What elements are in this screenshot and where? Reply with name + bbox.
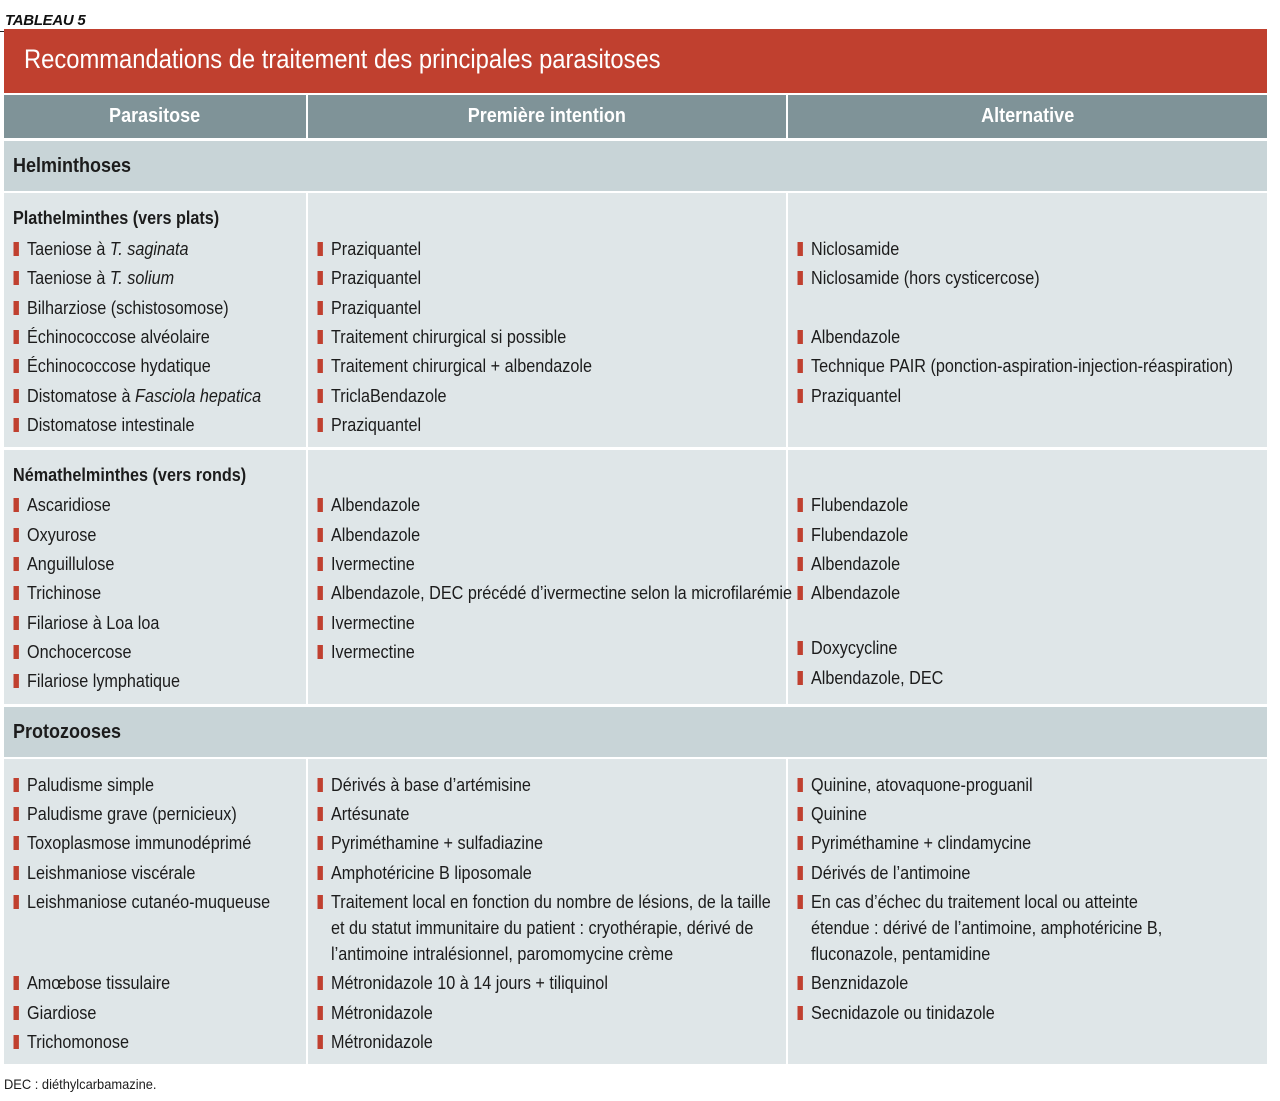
plat2-item bbox=[331, 297, 421, 319]
proto2-item-text: Métronidazole bbox=[331, 1003, 433, 1023]
proto2-item bbox=[331, 803, 409, 825]
header-alternative-label: Alternative bbox=[980, 105, 1075, 127]
plat2-item bbox=[331, 238, 421, 260]
plat3-item-text: Niclosamide (hors cysticercose) bbox=[811, 268, 1040, 288]
plat3-item bbox=[811, 326, 900, 348]
plat2-item-text: Praziquantel bbox=[331, 239, 422, 259]
nema2-item-text: Albendazole, DEC précédé d’ivermectine selon la microfilarémie bbox=[331, 583, 793, 603]
plat2-item-text: TriclaBendazole bbox=[331, 386, 447, 406]
proto2-item bbox=[331, 891, 771, 913]
plat1-item-text: Échinococcose alvéolaire bbox=[27, 327, 210, 347]
nemathelminthes-col1 bbox=[4, 450, 306, 704]
plat2-item bbox=[331, 355, 592, 377]
proto3-item-text: Secnidazole ou tinidazole bbox=[811, 1003, 995, 1023]
plat3-item bbox=[811, 385, 901, 407]
plat1-item bbox=[27, 297, 229, 319]
nema3-item bbox=[811, 524, 908, 546]
nema1-item-text: Onchocercose bbox=[27, 642, 132, 662]
plat1-item-italic: T. solium bbox=[109, 268, 175, 288]
plat1-item-text: Bilharziose (schistosomose) bbox=[27, 298, 229, 318]
nemathelminthes-label: Némathelminthes (vers ronds) bbox=[13, 465, 247, 485]
proto2-item bbox=[331, 943, 673, 965]
plathelminthes-col2 bbox=[308, 193, 786, 447]
nema2-item-text: Albendazole bbox=[331, 495, 421, 515]
nema1-item bbox=[27, 641, 131, 663]
section-protozooses-label: Protozooses bbox=[13, 721, 122, 743]
plathelminthes-col1 bbox=[4, 193, 306, 447]
header-parasitose-label: Parasitose bbox=[109, 105, 201, 127]
proto1-item-text: Leishmaniose cutanéo-muqueuse bbox=[27, 892, 271, 912]
proto1-item bbox=[27, 1031, 129, 1053]
plat3-item bbox=[811, 267, 1040, 289]
nema2-item bbox=[331, 582, 792, 604]
nema1-item bbox=[27, 612, 159, 634]
plat3-item-text: Technique PAIR (ponction-aspiration-injection-réaspiration) bbox=[811, 356, 1234, 376]
plat2-item bbox=[331, 414, 421, 436]
proto1-item bbox=[27, 832, 251, 854]
proto2-item-text: l’antimoine intralésionnel, paromomycine crème bbox=[331, 944, 674, 964]
header-parasitose bbox=[4, 95, 306, 138]
proto3-item-text: Quinine bbox=[811, 804, 867, 824]
plat1-item-text: Taeniose à bbox=[27, 239, 110, 259]
plat1-item-italic: Fasciola hepatica bbox=[135, 386, 262, 406]
table-tag: TABLEAU 5 bbox=[5, 12, 86, 29]
proto1-item-text: Giardiose bbox=[27, 1003, 97, 1023]
proto3-item-text: Benznidazole bbox=[811, 973, 909, 993]
proto2-item bbox=[331, 1031, 433, 1053]
nema2-item bbox=[331, 494, 420, 516]
proto2-item-text: Amphotéricine B liposomale bbox=[331, 863, 532, 883]
proto3-item bbox=[811, 891, 1138, 913]
nema1-item bbox=[27, 582, 101, 604]
nema2-item bbox=[331, 553, 415, 575]
plat1-item bbox=[27, 267, 174, 289]
nema2-item bbox=[331, 641, 415, 663]
nema3-item-text: Albendazole bbox=[811, 554, 901, 574]
plat1-item bbox=[27, 326, 210, 348]
nema3-item-text: Flubendazole bbox=[811, 525, 909, 545]
proto2-item-text: Artésunate bbox=[331, 804, 410, 824]
plat3-item bbox=[811, 238, 899, 260]
plathelminthes-col3 bbox=[788, 193, 1267, 447]
nema3-item bbox=[811, 637, 897, 659]
plat1-item bbox=[27, 355, 211, 377]
proto2-item-text: Métronidazole 10 à 14 jours + tiliquinol bbox=[331, 973, 608, 993]
nema3-item-text: Flubendazole bbox=[811, 495, 909, 515]
plat2-item bbox=[331, 326, 566, 348]
nema3-item bbox=[811, 667, 943, 689]
proto3-item bbox=[811, 774, 1033, 796]
nema1-item bbox=[27, 670, 180, 692]
proto2-item-text: Dérivés à base d’artémisine bbox=[331, 775, 531, 795]
plat3-item-text: Albendazole bbox=[811, 327, 901, 347]
nema2-item-text: Albendazole bbox=[331, 525, 421, 545]
proto3-item bbox=[811, 832, 1031, 854]
nema1-item-text: Filariose à Loa loa bbox=[27, 613, 160, 633]
proto2-item bbox=[331, 917, 753, 939]
proto3-item bbox=[811, 862, 970, 884]
header-premiere-label: Première intention bbox=[467, 105, 627, 127]
plat1-item-text: Distomatose à bbox=[27, 386, 136, 406]
nema2-item bbox=[331, 612, 415, 634]
proto2-item bbox=[331, 862, 532, 884]
proto1-item bbox=[27, 1002, 96, 1024]
proto1-item bbox=[27, 862, 195, 884]
proto1-item bbox=[27, 803, 237, 825]
plat1-item-text: Taeniose à bbox=[27, 268, 110, 288]
nema3-item bbox=[811, 582, 900, 604]
proto1-item-text: Paludisme grave (pernicieux) bbox=[27, 804, 237, 824]
proto2-item bbox=[331, 832, 543, 854]
proto2-item-text: et du statut immunitaire du patient : cryothérapie, dérivé de bbox=[331, 918, 754, 938]
nema1-item-text: Anguillulose bbox=[27, 554, 115, 574]
plat1-item bbox=[27, 385, 261, 407]
proto1-item-text: Leishmaniose viscérale bbox=[27, 863, 196, 883]
header-alternative bbox=[788, 95, 1267, 138]
proto3-item bbox=[811, 972, 908, 994]
plat1-item bbox=[27, 238, 189, 260]
proto3-item-text: étendue : dérivé de l’antimoine, amphotéricine B, bbox=[811, 918, 1163, 938]
table-title: Recommandations de traitement des principales parasitoses bbox=[24, 44, 661, 74]
nema1-item-text: Filariose lymphatique bbox=[27, 671, 181, 691]
nema1-item-text: Trichinose bbox=[27, 583, 102, 603]
proto2-item-text: Traitement local en fonction du nombre de lésions, de la taille bbox=[331, 892, 771, 912]
nema1-item-text: Oxyurose bbox=[27, 525, 97, 545]
proto2-item-text: Pyriméthamine + sulfadiazine bbox=[331, 833, 544, 853]
plat2-item-text: Traitement chirurgical + albendazole bbox=[331, 356, 592, 376]
plat1-item-italic: T. saginata bbox=[109, 239, 189, 259]
proto2-item bbox=[331, 1002, 433, 1024]
nema3-item-text: Albendazole, DEC bbox=[811, 668, 944, 688]
plat2-item-text: Praziquantel bbox=[331, 268, 422, 288]
nema3-item bbox=[811, 553, 900, 575]
proto1-item bbox=[27, 774, 154, 796]
plat2-item-text: Praziquantel bbox=[331, 298, 422, 318]
nema2-item-text: Ivermectine bbox=[331, 613, 415, 633]
nema2-item-text: Ivermectine bbox=[331, 554, 415, 574]
plat1-item-text: Échinococcose hydatique bbox=[27, 356, 211, 376]
plat3-item-text: Praziquantel bbox=[811, 386, 902, 406]
proto1-item bbox=[27, 972, 170, 994]
plat1-item bbox=[27, 414, 194, 436]
proto1-item-text: Toxoplasmose immunodéprimé bbox=[27, 833, 252, 853]
plat2-item bbox=[331, 267, 421, 289]
nema1-item-text: Ascaridiose bbox=[27, 495, 111, 515]
proto1-item bbox=[27, 891, 270, 913]
nema3-item-text: Albendazole bbox=[811, 583, 901, 603]
proto3-item-text: fluconazole, pentamidine bbox=[811, 944, 991, 964]
nema3-item-text: Doxycycline bbox=[811, 638, 898, 658]
proto1-item-text: Amœbose tissulaire bbox=[27, 973, 171, 993]
proto2-item bbox=[331, 972, 608, 994]
plat2-item-text: Traitement chirurgical si possible bbox=[331, 327, 567, 347]
plat3-item-text: Niclosamide bbox=[811, 239, 900, 259]
proto3-item bbox=[811, 1002, 995, 1024]
plat3-item bbox=[811, 355, 1233, 377]
plat2-item bbox=[331, 385, 447, 407]
section-helminthoses-label: Helminthoses bbox=[13, 155, 132, 177]
header-premiere-intention bbox=[308, 95, 786, 138]
nema3-item bbox=[811, 494, 908, 516]
proto2-item bbox=[331, 774, 531, 796]
nema1-item bbox=[27, 494, 111, 516]
proto1-item-text: Paludisme simple bbox=[27, 775, 154, 795]
nema1-item bbox=[27, 553, 114, 575]
section-helminthoses bbox=[4, 141, 1267, 191]
proto1-item-text: Trichomonose bbox=[27, 1032, 130, 1052]
nema2-item bbox=[331, 524, 420, 546]
plathelminthes-label: Plathelminthes (vers plats) bbox=[13, 208, 220, 228]
proto3-item-text: Quinine, atovaquone-proguanil bbox=[811, 775, 1033, 795]
nemathelminthes-col3 bbox=[788, 450, 1267, 704]
proto3-item-text: Pyriméthamine + clindamycine bbox=[811, 833, 1032, 853]
plat1-item-text: Distomatose intestinale bbox=[27, 415, 195, 435]
plat2-item-text: Praziquantel bbox=[331, 415, 422, 435]
section-protozooses bbox=[4, 707, 1267, 757]
proto3-item bbox=[811, 803, 867, 825]
nemathelminthes-col2 bbox=[308, 450, 786, 704]
proto3-item bbox=[811, 917, 1162, 939]
proto3-item bbox=[811, 943, 990, 965]
footnote: DEC : diéthylcarbamazine. bbox=[4, 1076, 157, 1092]
proto2-item-text: Métronidazole bbox=[331, 1032, 433, 1052]
nema2-item-text: Ivermectine bbox=[331, 642, 415, 662]
proto3-item-text: Dérivés de l’antimoine bbox=[811, 863, 971, 883]
nema1-item bbox=[27, 524, 96, 546]
proto3-item-text: En cas d’échec du traitement local ou atteinte bbox=[811, 892, 1138, 912]
